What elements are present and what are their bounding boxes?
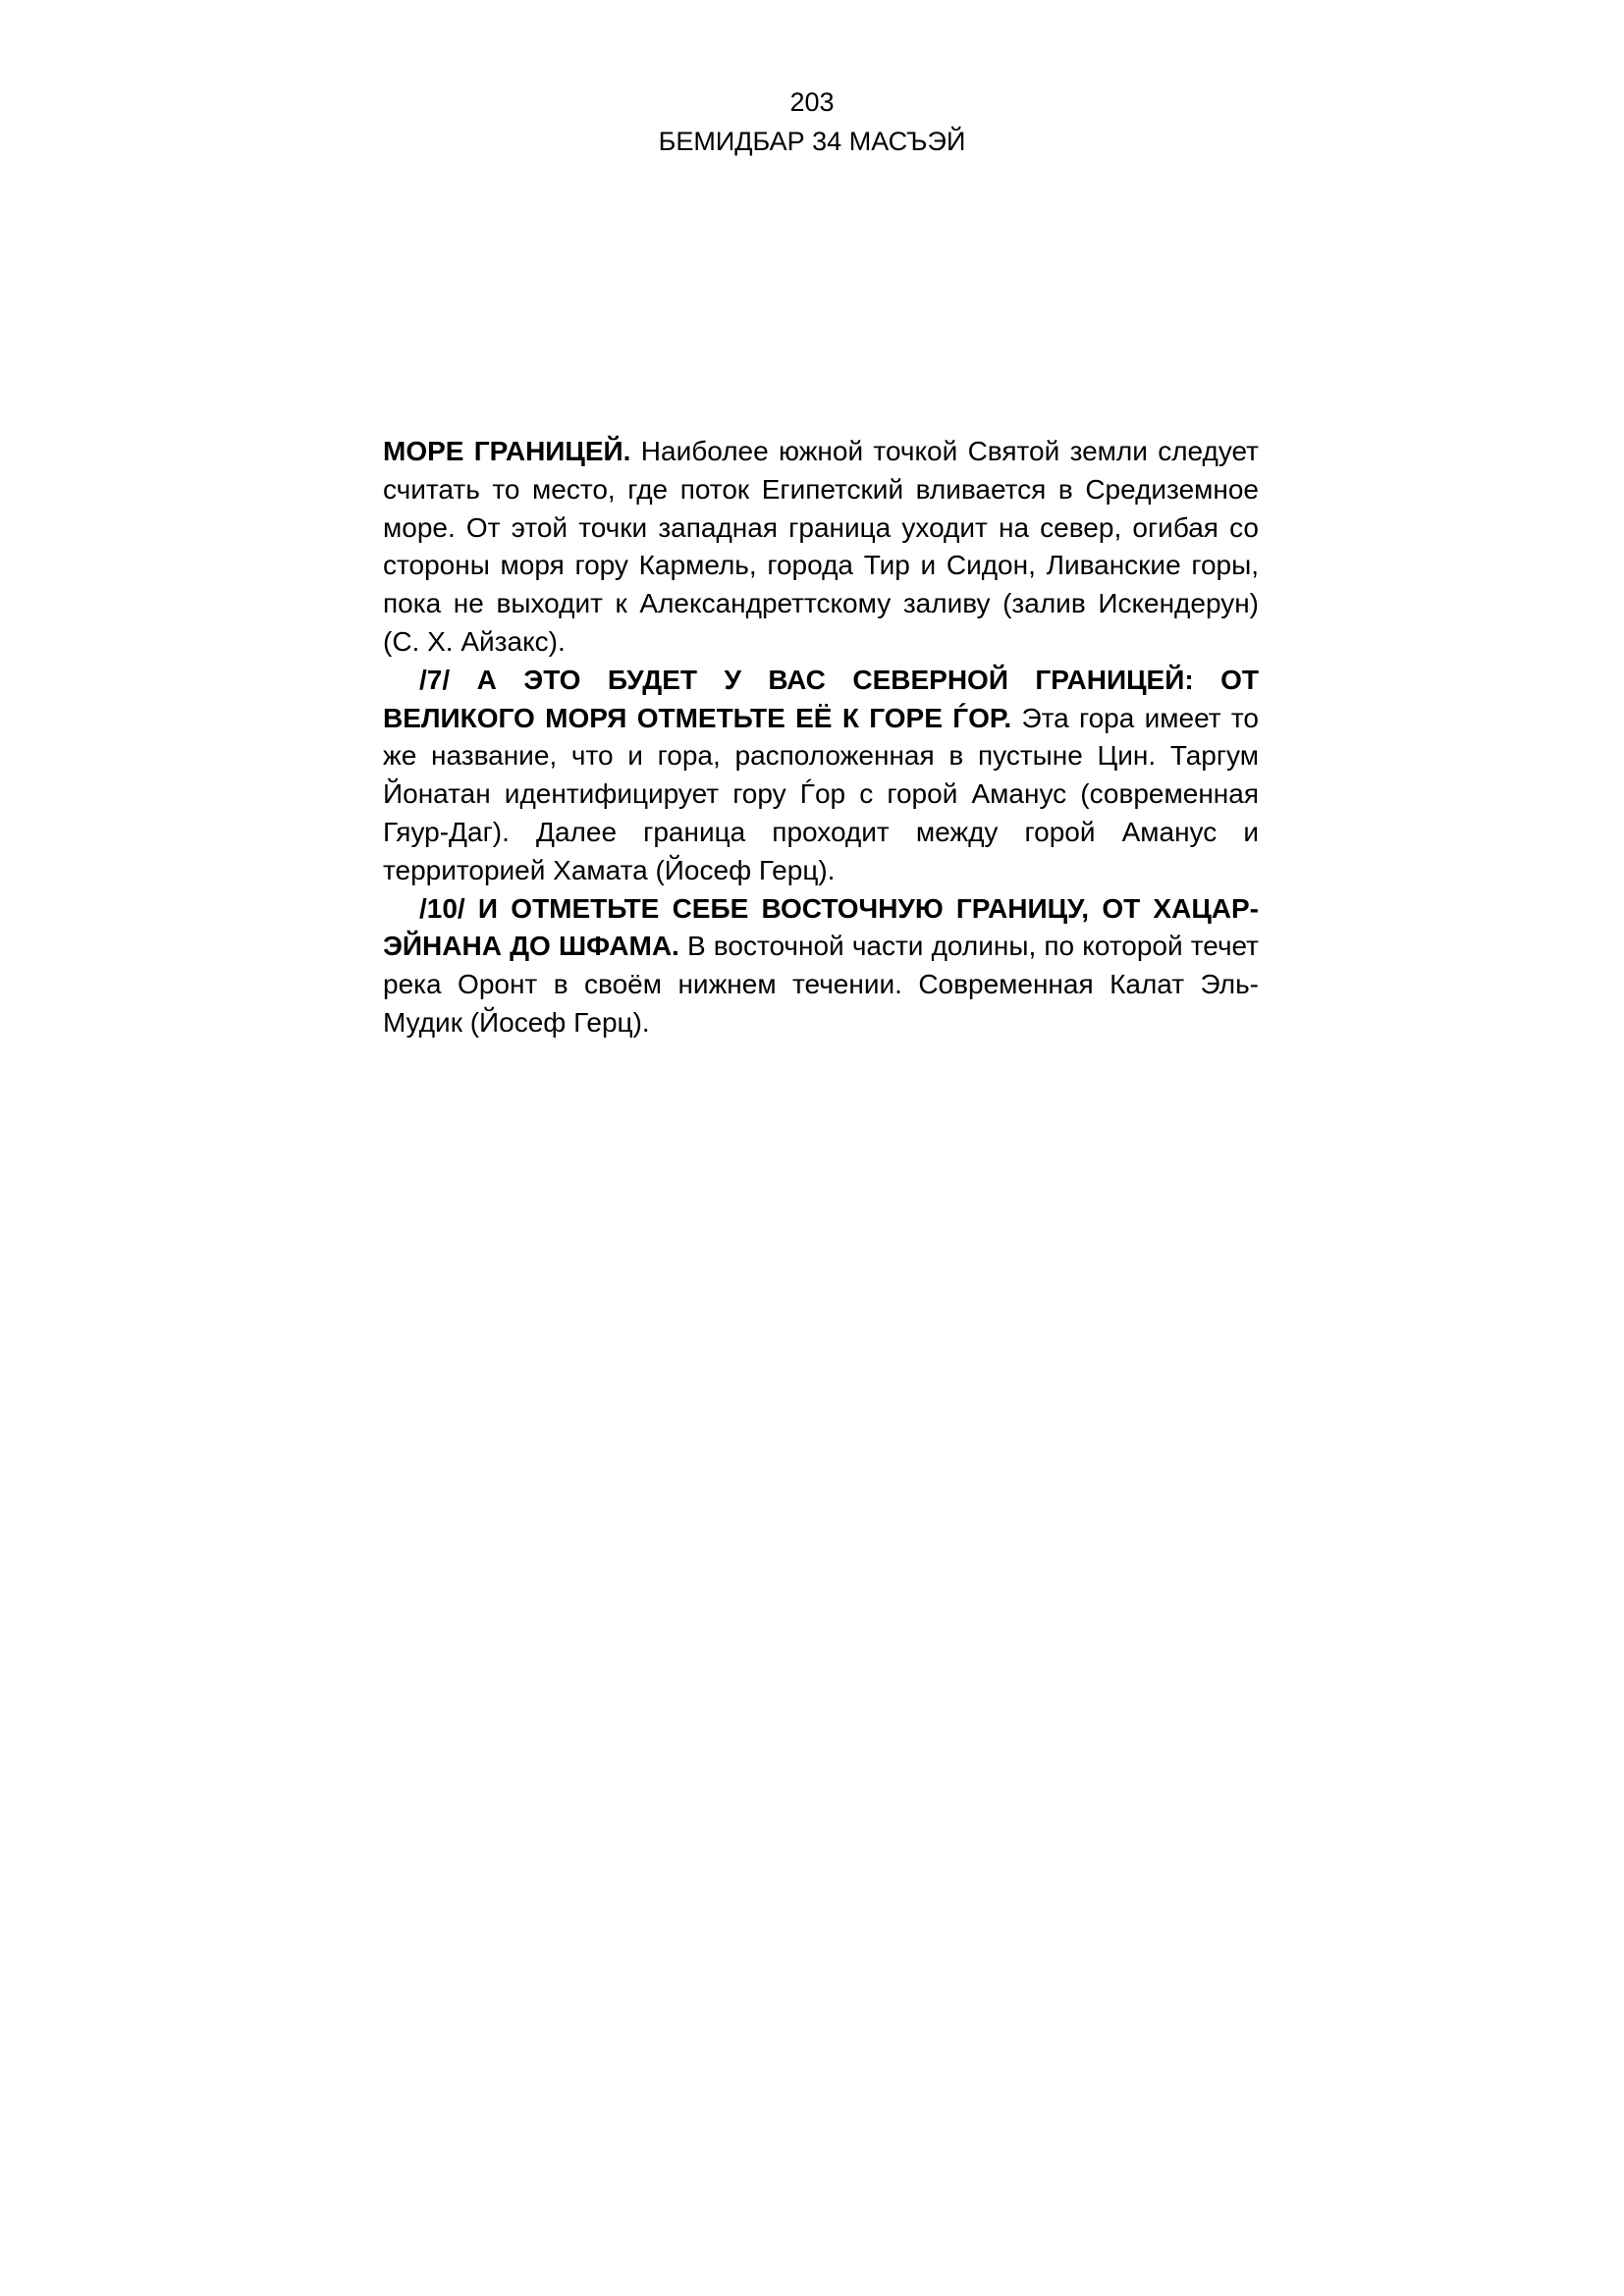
- paragraph-body: Эта гора имеет то же название, что и гора, расположенная в пустыне Цин. Таргум Йонатан идентифицирует гору Ѓор с горой Аманус (современная Гяур-Даг). Далее граница проходит между горой Аманус и территорией Хамата (Йосеф Герц).: [383, 702, 1259, 885]
- paragraph-sea-border: [383, 433, 1259, 662]
- paragraph-northern-border: [383, 662, 1259, 890]
- paragraph-eastern-border: [383, 890, 1259, 1042]
- page-number: 203: [789, 87, 835, 117]
- page-header: [0, 82, 1624, 161]
- chapter-title: БЕМИДБАР 34 МАСЪЭЙ: [658, 127, 966, 156]
- paragraph-lead: МОРЕ ГРАНИЦЕЙ.: [383, 436, 631, 466]
- paragraph-body: Наиболее южной точкой Святой земли следует считать то место, где поток Египетский вливается в Средиземное море. От этой точки западная граница уходит на север, огибая со стороны моря гору Кармель, города Тир и Сидон, Ливанские горы, пока не выходит к Александреттскому заливу (залив Искендерун) (С. Х. Айзакс).: [383, 436, 1259, 657]
- paragraph-lead: /10/ И ОТМЕТЬТЕ СЕБЕ ВОСТОЧНУЮ ГРАНИЦУ, ОТ ХАЦАР-ЭЙНАНА ДО ШФАМА.: [383, 892, 1259, 962]
- paragraph-body: В восточной части долины, по которой течет река Оронт в своём нижнем течении. Современная Калат Эль-Мудик (Йосеф Герц).: [383, 931, 1259, 1038]
- paragraph-lead: /7/ А ЭТО БУДЕТ У ВАС СЕВЕРНОЙ ГРАНИЦЕЙ: ОТ ВЕЛИКОГО МОРЯ ОТМЕТЬТЕ ЕЁ К ГОРЕ ЃОР.: [383, 664, 1259, 733]
- commentary-text-block: [383, 433, 1259, 1042]
